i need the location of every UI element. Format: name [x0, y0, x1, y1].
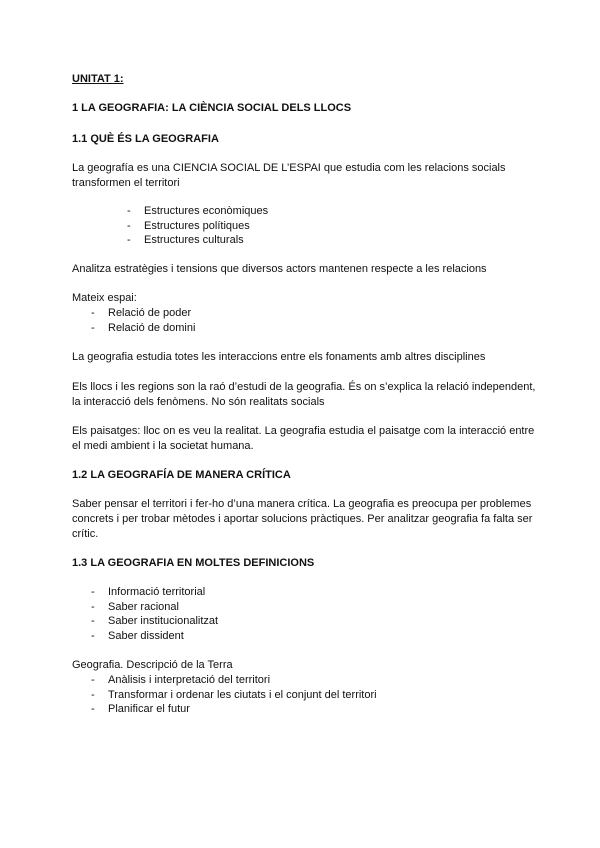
section-2-paragraph: Saber pensar el territori i fer-ho d’una manera crítica. La geografia es preocupa per problemes concrets i per trobar mètodes i aportar solucions pràctiques. Per analitzar geografia fa falta ser crític. — [72, 498, 533, 540]
section-3-heading: 1.3 LA GEOGRAFIA EN MOLTES DEFINICIONS — [72, 557, 315, 569]
geography-tasks-list — [91, 673, 377, 717]
list-item: - Transformar i ordenar les ciutats i el conjunt del territori — [91, 688, 377, 703]
unit-label: UNITAT 1: — [72, 73, 124, 85]
list-item: - Relació de domini — [91, 321, 195, 336]
list-item: - Saber institucionalitzat — [91, 614, 218, 629]
section-1-intro: La geografía es una CIENCIA SOCIAL DE L’ESPAI que estudia com les relacions socials transformen el territori — [72, 162, 506, 189]
section-1-paragraph: Els llocs i les regions son la raó d’estudi de la geografia. És on s’explica la relació independent, la interacció dels fenòmens. No són realitats socials — [72, 381, 536, 408]
list-item: - Informació territorial — [91, 585, 218, 600]
list-item: - Estructures econòmiques — [127, 204, 268, 219]
section-1-paragraph: La geografia estudia totes les interaccions entre els fonaments amb altres disciplines — [72, 351, 486, 363]
list-item: - Estructures culturals — [127, 233, 268, 248]
definitions-list — [91, 585, 218, 643]
list-item: - Estructures polítiques — [127, 219, 268, 234]
document-title: 1 LA GEOGRAFIA: LA CIÈNCIA SOCIAL DELS LLOCS — [72, 102, 352, 114]
list-item: - Anàlisis i interpretació del territori — [91, 673, 377, 688]
structures-list — [127, 204, 268, 248]
espai-list — [91, 306, 195, 335]
espai-label: Mateix espai: — [72, 292, 137, 304]
list-item: - Saber dissident — [91, 629, 218, 644]
list-item: - Saber racional — [91, 600, 218, 615]
section-2-heading: 1.2 LA GEOGRAFÍA DE MANERA CRÍTICA — [72, 469, 291, 481]
section-1-paragraph: Analitza estratègies i tensions que diversos actors mantenen respecte a les relacions — [72, 263, 487, 275]
section-3-paragraph: Geografia. Descripció de la Terra — [72, 659, 233, 671]
list-item: - Relació de poder — [91, 306, 195, 321]
list-item: - Planificar el futur — [91, 702, 377, 717]
section-1-heading: 1.1 QUÈ ÉS LA GEOGRAFIA — [72, 133, 219, 145]
section-1-paragraph: Els paisatges: lloc on es veu la realitat. La geografia estudia el paisatge com la interacció entre el medi ambient i la societat humana. — [72, 425, 535, 452]
